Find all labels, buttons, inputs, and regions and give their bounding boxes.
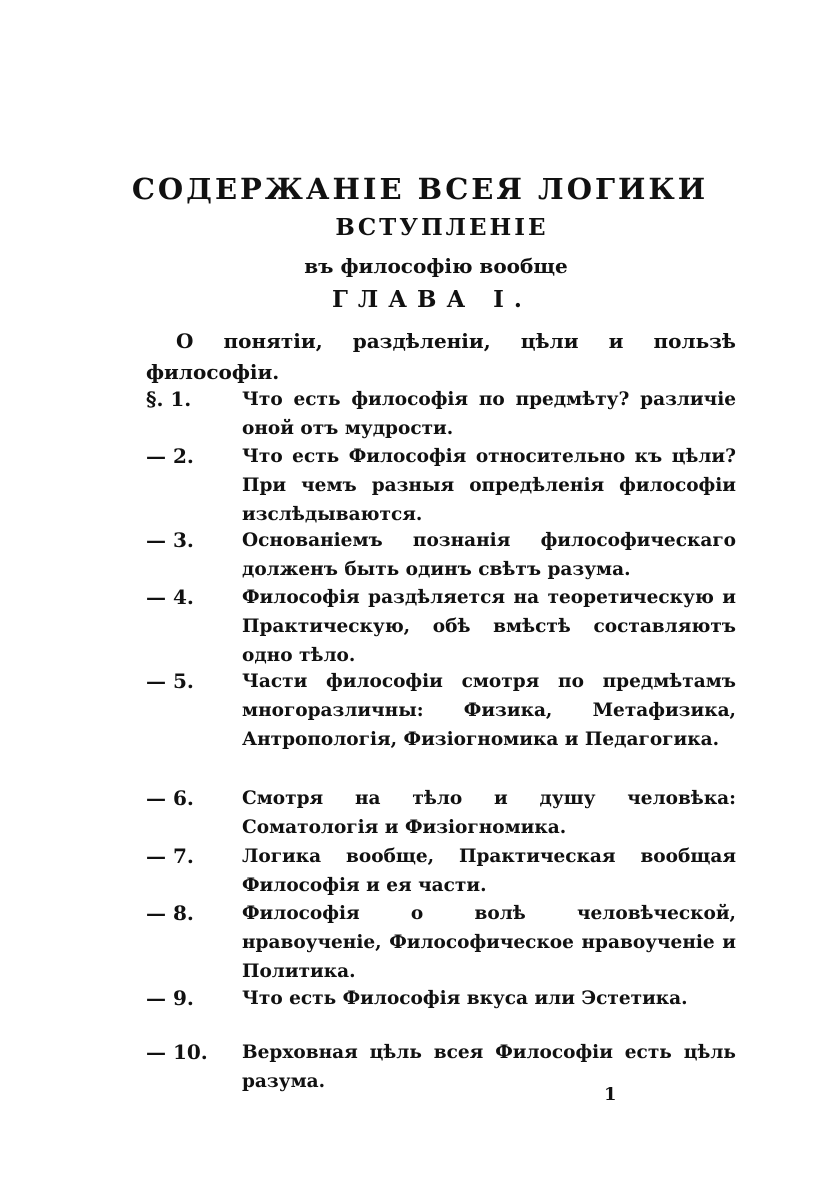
subtitle: въ философію вообще: [304, 254, 568, 278]
entry-text: Что есть философія по предмѣту? различіе оной отъ мудрости.: [242, 389, 736, 439]
entry-number: — 3.: [146, 528, 194, 552]
entry-text: Верховная цѣль всея Философіи есть цѣль разума.: [242, 1042, 736, 1092]
entry-number: — 2.: [146, 444, 194, 468]
main-title: СОДЕРЖАНІЕ ВСЕЯ ЛОГИКИ: [131, 172, 709, 206]
entry-text: Смотря на тѣло и душу человѣка: Соматологія и Физіогномика.: [242, 788, 736, 838]
entry-text: Основаніемъ познанія философическаго долженъ быть одинъ свѣтъ разума.: [242, 530, 736, 580]
entry-number: — 4.: [146, 585, 194, 609]
entry-text: Что есть Философія вкуса или Эстетика.: [242, 988, 688, 1009]
entry-text: Что есть Философія относительно къ цѣли? При чемъ разныя опредѣленія философіи изслѣдываются.: [242, 446, 736, 525]
chapter-title: О понятіи, раздѣленіи, цѣли и пользѣ философіи.: [146, 329, 736, 384]
entry-text: Философія раздѣляется на теоретическую и Практическую, обѣ вмѣстѣ составляютъ одно тѣло.: [242, 587, 736, 666]
chapter-heading: ГЛАВА I.: [332, 286, 532, 313]
catchword: 1: [604, 1084, 617, 1105]
entry-number: §. 1.: [146, 387, 192, 411]
entry-number: — 6.: [146, 786, 194, 810]
entry-text: Части философіи смотря по предмѣтамъ многоразличны: Физика, Метафизика, Антропологія, Физіогномика и Педагогика.: [242, 671, 736, 750]
entry-number: — 8.: [146, 901, 194, 925]
entry-number: — 5.: [146, 669, 194, 693]
entry-number: — 7.: [146, 844, 194, 868]
entry-number: — 10.: [146, 1040, 208, 1064]
entry-number: — 9.: [146, 986, 194, 1010]
entry-text: Логика вообще, Практическая вообщая Философія и ея части.: [242, 846, 736, 896]
intro-heading: ВСТУПЛЕНІЕ: [335, 214, 549, 241]
entry-text: Философія о волѣ человѣческой, нравоученіе, Философическое нравоученіе и Политика.: [242, 903, 736, 982]
